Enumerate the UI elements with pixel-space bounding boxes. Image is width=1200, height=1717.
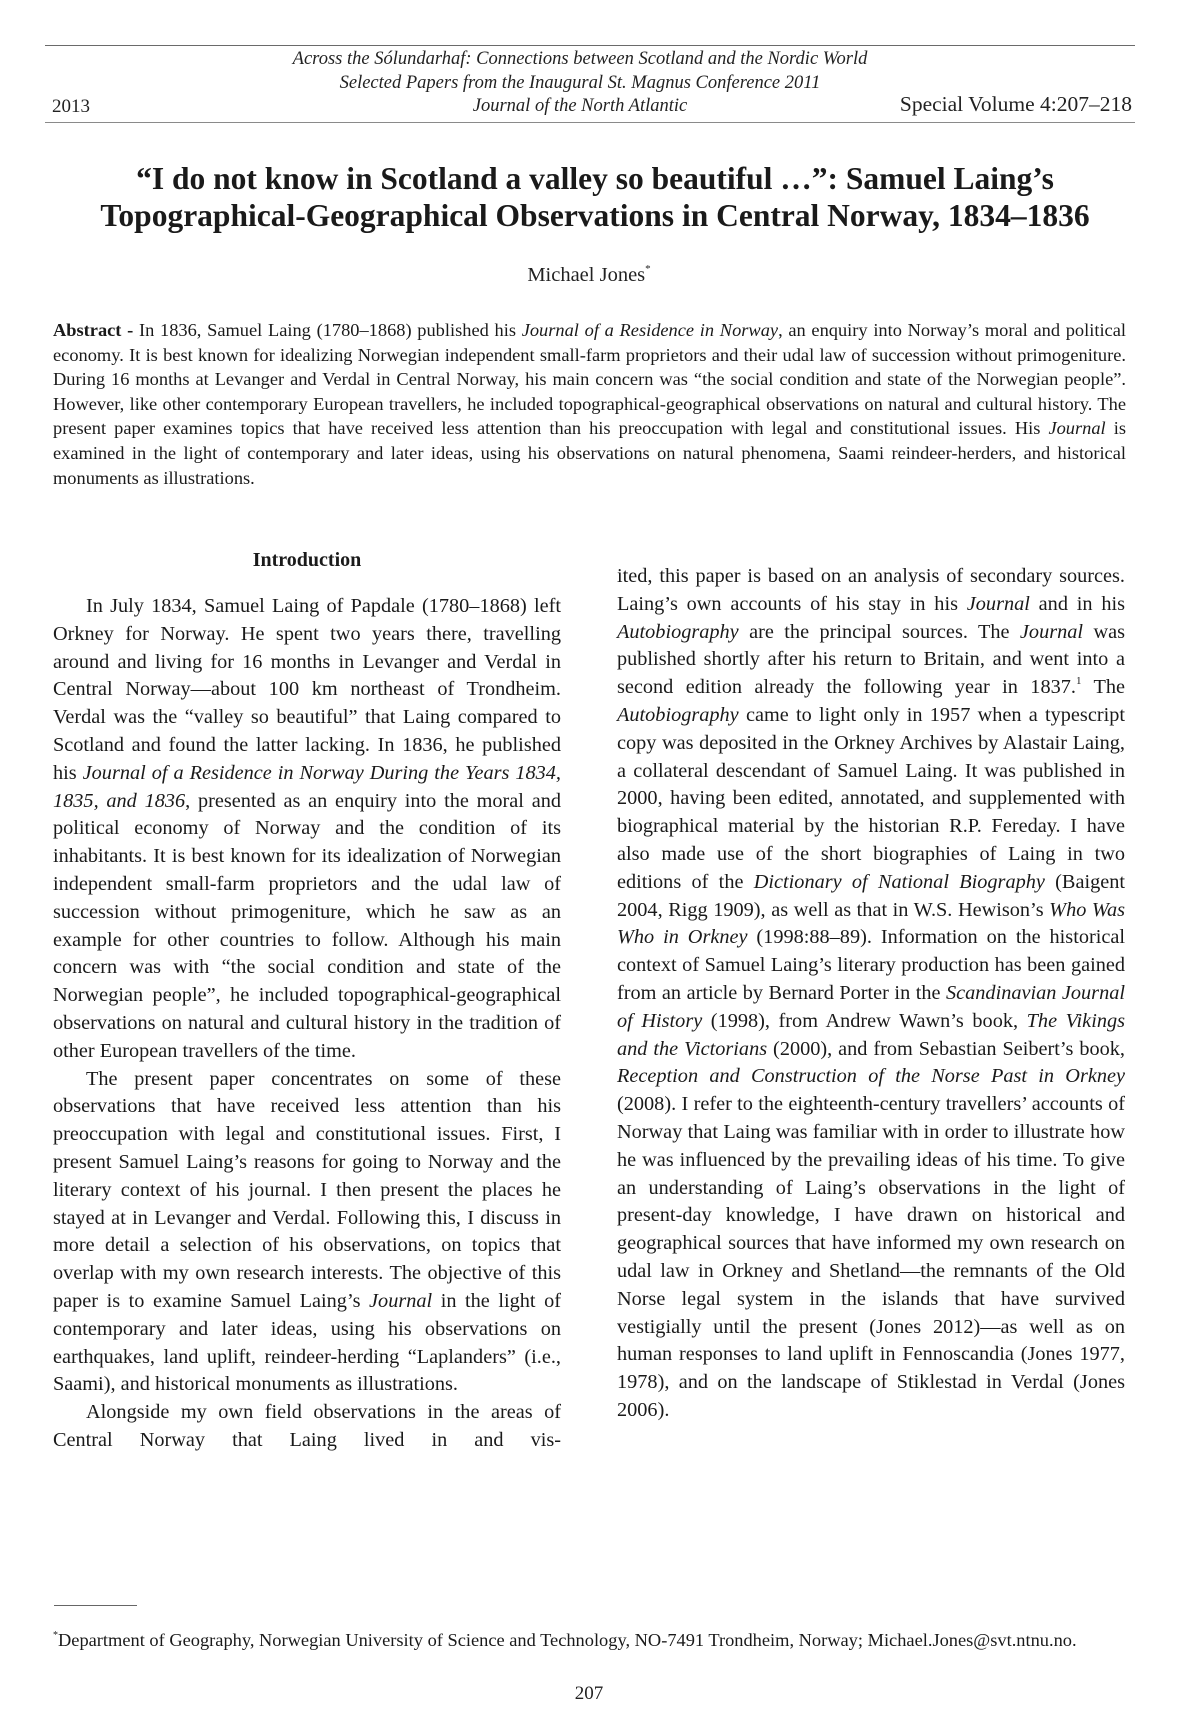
paragraph-text: was published shortly after his return to Britain, and went into a second edition already the following year in 1837. (617, 620, 1125, 699)
paper-title-line-2: Topographical-Geographical Observations in Central Norway, 1834–1836 (100, 198, 1090, 233)
paragraph-text: The (1081, 676, 1125, 699)
paragraph-text: (Baigent 2004, Rigg 1909), as well as that in W.S. Hewison’s (617, 870, 1125, 921)
book-title: The Vikings and the Victorians (617, 1009, 1125, 1060)
paragraph-text: in the light of contemporary and later ideas, using his observations on earthquakes, land uplift, reindeer-herding “Laplanders” (i.e., Saami), and historical monuments as illustrations. (53, 1289, 561, 1396)
abstract-text-3: is examined in the light of contemporary and later ideas, using his observations on natural phenomena, Saami reindeer-herders, and historical monuments as illustrations. (53, 418, 1126, 488)
book-title: Who Was Who in Orkney (617, 898, 1125, 949)
author-name: Michael Jones (527, 264, 646, 286)
paper-title-line-1: “I do not know in Scotland a valley so beautiful …”: Samuel Laing’s (136, 161, 1054, 196)
book-title: Journal of a Residence in Norway During the Years 1834, 1835, and 1836 (53, 761, 561, 812)
running-header (200, 48, 960, 119)
book-title: Journal (1019, 620, 1084, 643)
paragraph-text: In July 1834, Samuel Laing of Papdale (1780–1868) left Orkney for Norway. He spent two years there, travelling around and living for 16 months in Levanger and Verdal in Central Norway—about 100 km northeast of Trondheim. Verdal was the “valley so beautiful” that Laing compared to Scotland and found the latter lacking. In 1836, he published his (53, 595, 561, 784)
abstract-journal-word: Journal (1048, 418, 1106, 439)
abstract-text-2: , an enquiry into Norway’s moral and political economy. It is best known for idealizing Norwegian independent small-farm proprietors and their udal law of succession without primogeniture. During 16 months at Levanger and Verdal in Central Norway, his main concern was “the social condition and state of the Norwegian people”. However, like other contemporary European travellers, he included topographical-geographical observations on natural and cultural history. The present paper examines topics that have received less attention than his preoccupation with legal and constitutional issues. His (53, 320, 1126, 439)
paragraph (53, 1399, 561, 1455)
running-header-line-2: Selected Papers from the Inaugural St. Magnus Conference 2011 (339, 72, 821, 93)
section-heading-introduction: Introduction (252, 549, 362, 571)
paragraph-text: and in his (1029, 592, 1125, 615)
book-title: Autobiography (617, 620, 739, 643)
abstract-book-title: Journal of a Residence in Norway (521, 320, 779, 340)
book-title: Journal (369, 1289, 433, 1312)
footnote-text: Department of Geography, Norwegian University of Science and Technology, NO-7491 Trondheim, Norway; Michael.Jones@svt.ntnu.no. (58, 1630, 1077, 1650)
book-title: Reception and Construction of the Norse Past in Orkney (617, 1065, 1125, 1088)
paragraph-text: (1998), from Andrew Wawn’s book, (702, 1009, 1027, 1032)
book-title: Autobiography (617, 703, 739, 726)
header-top-rule (45, 45, 1135, 46)
publication-year: 2013 (52, 96, 90, 117)
header-bottom-rule (45, 122, 1135, 123)
abstract-label: Abstract - (53, 320, 139, 340)
volume-pages: Special Volume 4:207–218 (899, 92, 1132, 116)
paragraph-text: came to light only in 1957 when a typescript copy was deposited in the Orkney Archives by Alastair Laing, a collateral descendant of Samuel Laing. It was published in 2000, having been edited, annotated, and supplemented with biographical material by the historian R.P. Fereday. I have also made use of the short biographies of Laing in two editions of the (617, 703, 1125, 893)
running-header-line-3: Journal of the North Atlantic (472, 96, 688, 116)
paragraph-text: (2000), and from Sebastian Seibert’s book, (767, 1037, 1125, 1060)
book-title: Journal (966, 592, 1030, 615)
paragraph (617, 563, 1125, 1425)
paragraph-text: , presented as an enquiry into the moral and political economy of Norway and the condition of its inhabitants. It is best known for its idealization of Norwegian independent small-farm proprietors and the udal law of succession without primogeniture, which he saw as an example for other countries to follow. Although his main concern was with “the social condition and state of the Norwegian people”, he included topographical-geographical observations on natural and cultural history in the tradition of other European travellers of the time. (53, 789, 561, 1062)
paragraph-text: (1998:88–89). Information on the historical context of Samuel Laing’s literary production has been gained from an article by Bernard Porter in the (617, 926, 1126, 1004)
author-line (0, 263, 1178, 287)
abstract-text-1: In 1836, Samuel Laing (1780–1868) published his (138, 320, 522, 340)
footnote-marker: * (53, 1630, 58, 1641)
paragraph (53, 593, 561, 1066)
paragraph-text: ited, this paper is based on an analysis of secondary sources. Laing’s own accounts of his stay in his (617, 565, 1125, 615)
author-affiliation-marker[interactable]: * (645, 263, 651, 275)
left-column (53, 593, 561, 1455)
abstract (53, 318, 1126, 490)
paragraph-text: (2008). I refer to the eighteenth-century travellers’ accounts of Norway that Laing was familiar with in order to illustrate how he was influenced by the prevailing ideas of his time. To give an understanding of Laing’s observations in the light of present-day knowledge, I have drawn on historical and geographical sources that have informed my own research on udal law in Orkney and Shetland—the remnants of the Old Norse legal system in the islands that have survived vestigially until the present (Jones 2012)—as well as on human responses to land uplift in Fennoscandia (Jones 1977, 1978), and on the landscape of Stiklestad in Verdal (Jones 2006). (617, 1093, 1125, 1421)
paragraph-text: The present paper concentrates on some of these observations that have received less attention than his preoccupation with legal and constitutional issues. First, I present Samuel Laing’s reasons for going to Norway and the literary context of his journal. I then present the places he stayed at in Levanger and Verdal. Following this, I discuss in more detail a selection of his observations, on topics that overlap with my own research interests. The objective of this paper is to examine Samuel Laing’s (53, 1067, 561, 1312)
book-title: Dictionary of National Biography (753, 870, 1045, 893)
right-column (617, 563, 1125, 1425)
paragraph-text: are the principal sources. The (738, 620, 1020, 643)
page-number: 207 (574, 1683, 604, 1704)
paragraph-text: Alongside my own field observations in the areas of Central Norway that Laing lived in and vis- (53, 1401, 561, 1451)
paragraph (53, 1066, 561, 1400)
affiliation-footnote (53, 1624, 1126, 1653)
running-header-line-1: Across the Sólundarhaf: Connections between Scotland and the Nordic World (292, 49, 868, 69)
footnote-reference[interactable]: 1 (1075, 675, 1082, 688)
book-title: Scandinavian Journal of History (617, 981, 1125, 1032)
paper-title (40, 160, 1150, 234)
footnote-separator (54, 1605, 137, 1606)
